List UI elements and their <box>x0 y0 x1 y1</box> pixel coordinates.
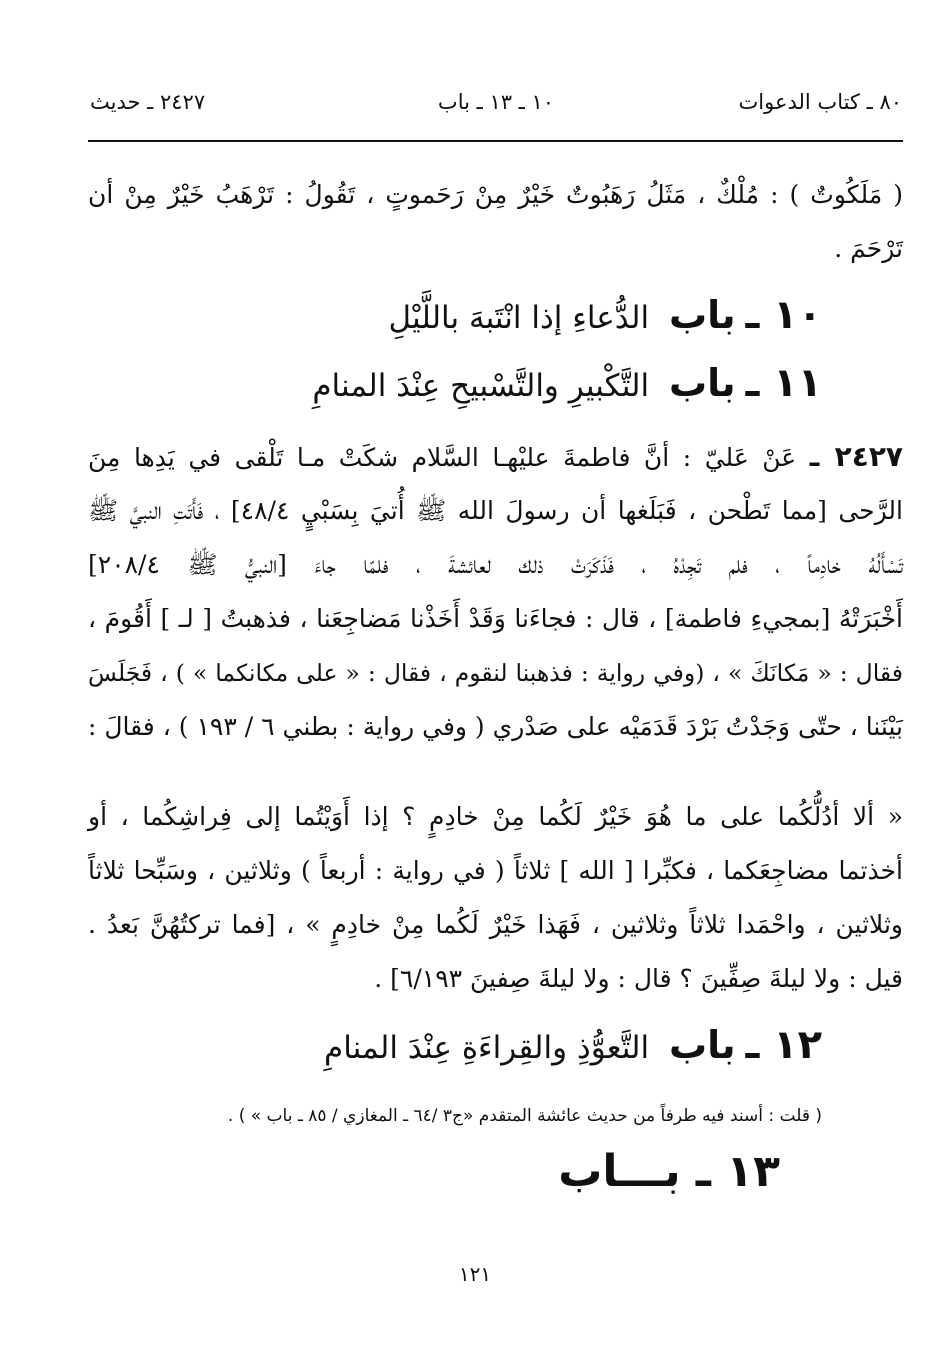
header-book-title: ٨٠ ـ كتاب الدعوات <box>738 90 902 114</box>
hadith-number: ٢٤٢٧ ـ <box>809 440 904 473</box>
hadith-line: أَخْبَرَتْهُ [بمجيءِ فاطمة] ، قال : فجاءَنا وَقَدْ أَخَذْنا مَضاجِعَنا ، فذهبتُ [ لـ ] أَقُومَ ، <box>88 604 903 633</box>
chapter-number: ١٢ ـ <box>745 1022 822 1068</box>
chapter-number: ١٠ ـ <box>745 292 822 338</box>
hadith-line <box>88 430 903 484</box>
quote-line: أخذتما مضاجِعَكما ، فكبِّرا [ الله ] ثلاثاً ( في رواية : أربعاً ) وثلاثين ، وسَبِّحا ثلاثاً <box>88 856 903 885</box>
quote-line: وثلاثين ، واحْمَدا ثلاثاً وثلاثين ، فَهَذا خَيْرٌ لَكُما مِنْ خادِمٍ » ، [فما تركتُهُنَّ بَعدُ . <box>88 910 903 939</box>
chapter-word: باب <box>668 293 736 337</box>
quote-line: قيل : ولا ليلةَ صِفِّينَ ؟ قال : ولا ليلةَ صِفينَ ٦/١٩٣] . <box>374 964 903 993</box>
hadith-line: الرَّحى [مما تَطْحن ، فَبَلَغها أن رسولَ الله ﷺ أُتيَ بِسَبْيٍ ٤٨/٤] ، فَأَتَتِ النبيَّ ﷺ <box>88 496 903 525</box>
header-rule <box>88 140 903 142</box>
running-header <box>90 82 902 122</box>
hadith-first-line-text: عَنْ عَليّ : أنَّ فاطمةَ عليْهـا السَّلام شكَتْ مـا تَلْقى في يَدِها مِنَ <box>88 443 797 472</box>
intro-line: تَرْحَمَ . <box>834 234 903 263</box>
page-number: ١٢١ <box>458 1262 492 1286</box>
hadith-paragraph <box>88 430 903 754</box>
chapter-heading-13: ١٣ ـ بـــاب <box>558 1146 780 1197</box>
header-hadith-number: ٢٤٢٧ ـ حديث <box>90 90 206 114</box>
hadith-line: فقال : « مَكانَكَ » ، (وفي رواية : فذهبنا لنقوم ، فقال : « على مكانكما » ) ، فَجَلَسَ <box>88 659 903 687</box>
intro-line: ( مَلَكُوتٌ ) : مُلْكٌ ، مَثَلُ رَهَبُوتٌ خَيْرٌ مِنْ رَحَموتٍ ، تَقُولُ : تَرْهَبُ خَيْرٌ مِنْ أن <box>88 180 903 209</box>
chapter-title: التَّكْبيرِ والتَّسْبيحِ عِنْدَ المنامِ <box>312 368 650 404</box>
editor-note: ( قلت : أسند فيه طرفاً من حديث عائشة المتقدم «ج٣ /٦٤ ـ المغازي / ٨٥ ـ باب » ) . <box>227 1106 822 1126</box>
header-chapter-range: ١٠ ـ ١٣ ـ باب <box>437 90 555 114</box>
chapter-title: التَّعوُّذِ والقِراءَةِ عِنْدَ المنامِ <box>324 1030 650 1066</box>
chapter-word: باب <box>668 1023 736 1067</box>
chapter-word: باب <box>668 361 736 405</box>
chapter-number: ١١ ـ <box>745 360 822 406</box>
chapter-heading-12 <box>324 1022 822 1068</box>
chapter-heading-10 <box>388 292 822 338</box>
chapter-heading-11 <box>312 360 822 406</box>
quote-line: « ألا أدُلُّكُما على ما هُوَ خَيْرٌ لَكُما مِنْ خادِمٍ ؟ إذا أَوَيْتُما إلى فِراشِكُما ، أو <box>88 802 903 831</box>
hadith-line: بَيْنَنا ، حتّى وَجَدْتُ بَرْدَ قَدَمَيْه على صَدْري ( وفي رواية : بطني ٦ / ١٩٣ ) ، فقالَ : <box>88 712 903 741</box>
hadith-line: تَسْأَلُهُ خادِماً ، فلم تَجِدْهُ ، فَذَكَرَتْ ذلك لعائشةَ ، فلمّا جاءَ [النبيُّ ﷺ ٢٠٨/٤] <box>88 550 903 579</box>
quote-paragraph <box>88 790 903 1006</box>
chapter-title: الدُّعاءِ إذا انْتَبهَ باللَّيْلِ <box>388 300 650 336</box>
intro-paragraph <box>88 168 903 276</box>
